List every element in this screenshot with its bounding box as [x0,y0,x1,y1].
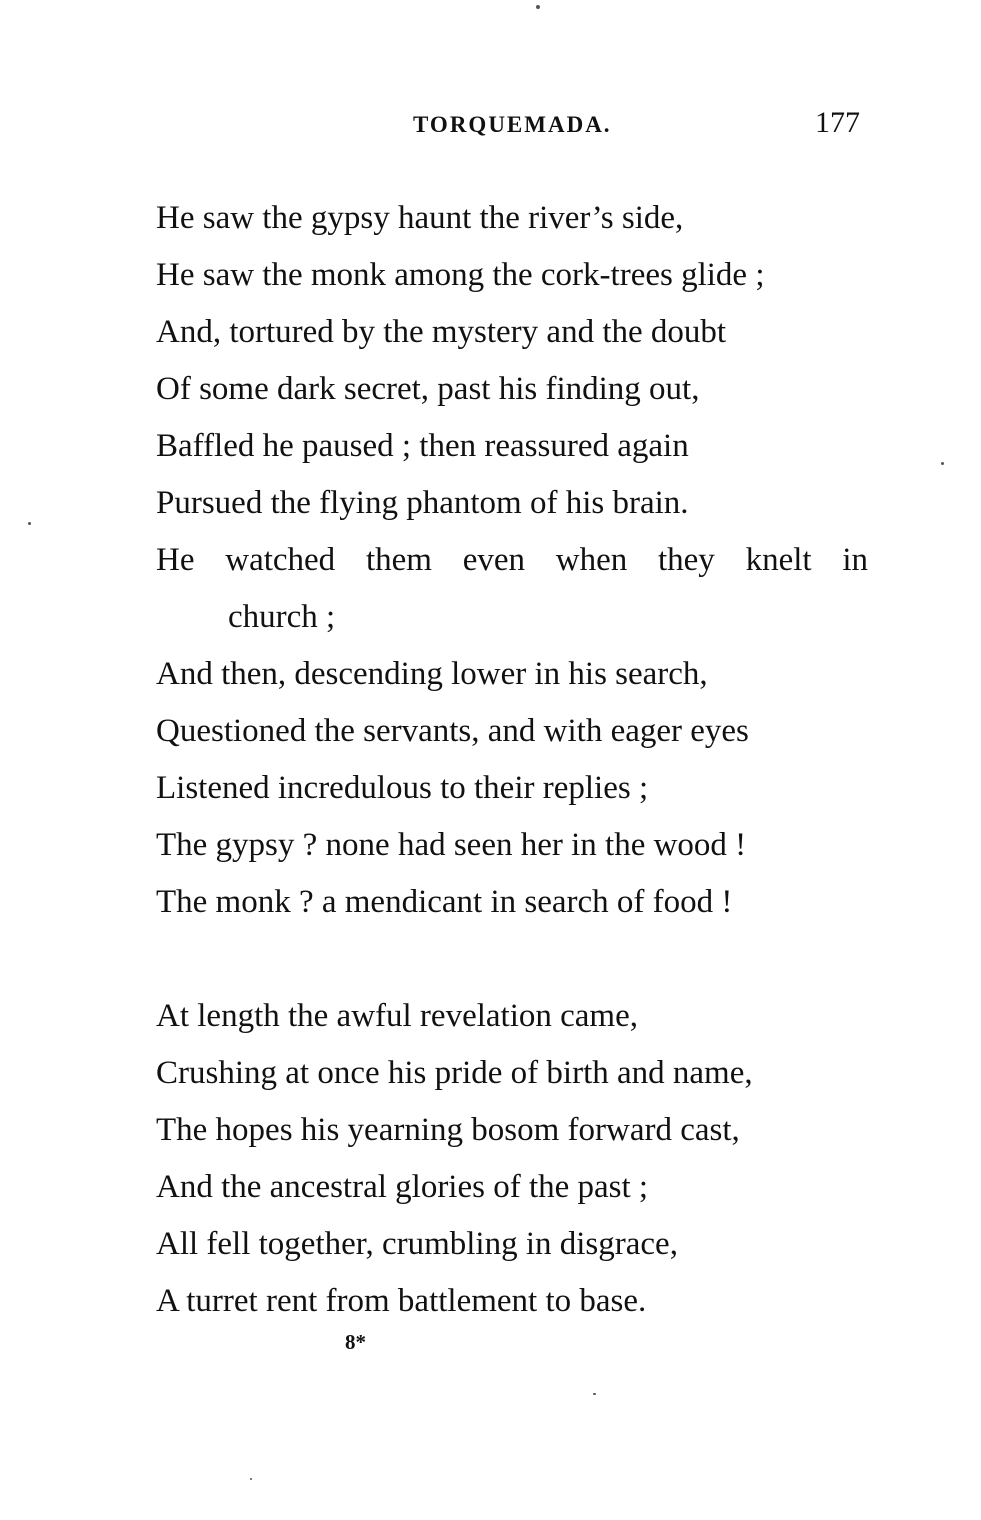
poem-line: At length the awful revelation came, [156,998,638,1034]
poem-line: Questioned the servants, and with eager eyes [156,713,749,749]
stanza-2 [156,988,876,1330]
poem-line: Baffled he paused ; then reassured again [156,428,689,464]
poem-line: Listened incredulous to their replies ; [156,770,649,806]
print-speck [250,1478,252,1480]
poem-line: The hopes his yearning bosom forward cast, [156,1112,740,1148]
poem-line: Pursued the flying phantom of his brain. [156,485,689,521]
print-speck [593,1393,596,1395]
print-speck [28,522,31,525]
poem-line: All fell together, crumbling in disgrace, [156,1226,678,1262]
poem-line: Of some dark secret, past his finding out, [156,371,700,407]
poem-line: He saw the monk among the cork-trees glide ; [156,257,765,293]
poem-line-continuation: church ; [228,599,336,635]
running-title: TORQUEMADA. [413,112,612,137]
stanza-break [156,931,876,988]
poem-line: The monk ? a mendicant in search of food ! [156,884,733,920]
poem-line: And, tortured by the mystery and the doubt [156,314,727,350]
stanza-1 [156,190,876,931]
poem-line: And then, descending lower in his search, [156,656,708,692]
page-number: 177 [815,106,860,139]
poem-line: The gypsy ? none had seen her in the wood ! [156,827,747,863]
poem-line: And the ancestral glories of the past ; [156,1169,649,1205]
poem-line: A turret rent from battlement to base. [156,1283,647,1319]
poem-line: Crushing at once his pride of birth and name, [156,1055,753,1091]
poem-line: He watched them even when they knelt in [156,542,868,578]
poem-line: He saw the gypsy haunt the river’s side, [156,200,684,236]
poem-body [156,190,876,1330]
signature-mark: 8* [345,1330,366,1354]
print-speck [941,462,944,465]
print-speck [536,5,540,9]
